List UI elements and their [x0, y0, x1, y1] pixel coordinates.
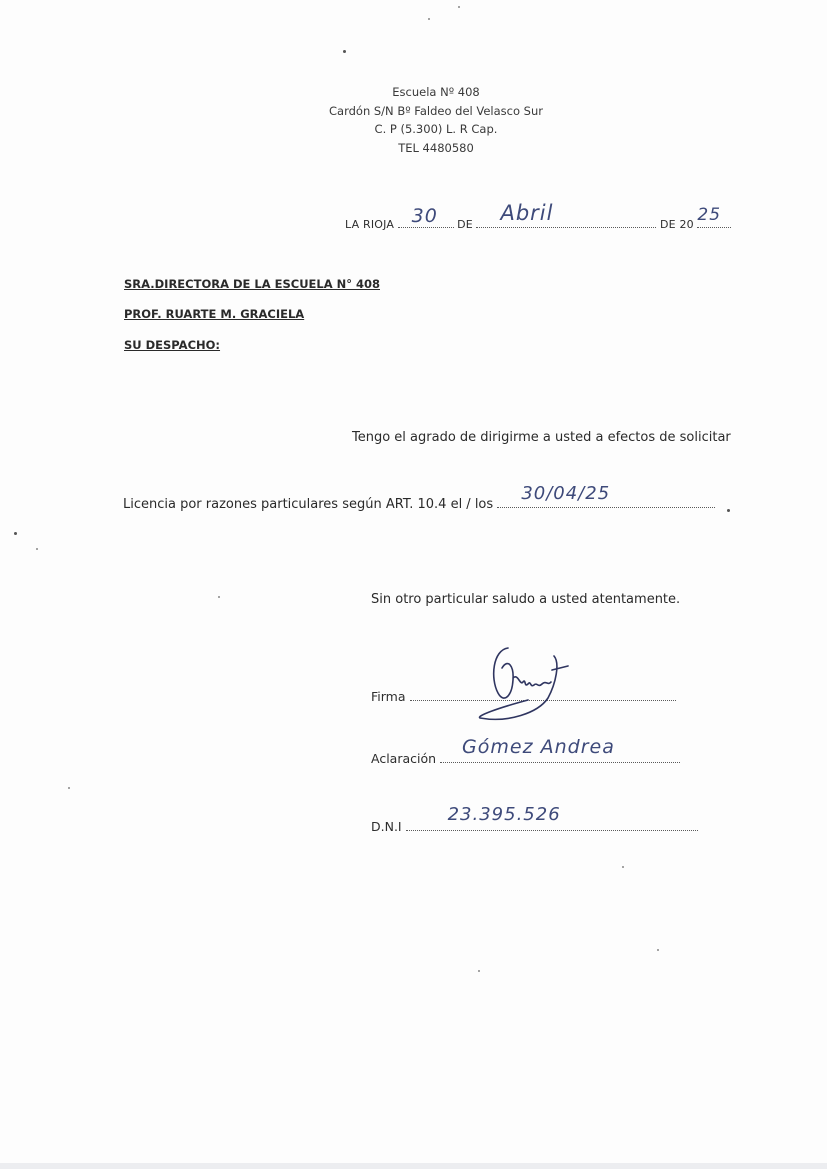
handwritten-signature: [468, 638, 588, 728]
addressee-office: SU DESPACHO:: [124, 338, 221, 352]
day-field: [398, 205, 454, 228]
school-phone: TEL 4480580: [398, 140, 474, 155]
scan-speck: [478, 970, 480, 972]
request-intro: Tengo el agrado de dirigirme a usted a efectos de solicitar: [352, 430, 731, 445]
letterhead: [236, 83, 636, 157]
aclaracion-field: [440, 736, 680, 763]
addressee-name: PROF. RUARTE M. GRACIELA: [124, 307, 305, 321]
closing-salutation: Sin otro particular saludo a usted atentamente.: [371, 592, 681, 607]
de-label-2: DE 20: [659, 218, 694, 231]
scan-speck: [36, 548, 38, 550]
aclaracion-handwritten: Gómez Andrea: [462, 736, 615, 758]
scan-speck: [68, 787, 70, 789]
aclaracion-line: [371, 736, 680, 766]
date-line: [345, 201, 731, 231]
leave-date-field: [497, 483, 715, 508]
postal-code: C. P (5.300) L. R Cap.: [374, 122, 498, 136]
dni-handwritten: 23.395.526: [447, 804, 561, 825]
scan-speck: [727, 509, 730, 512]
aclaracion-label: Aclaración: [371, 751, 437, 766]
addressee-title: SRA.DIRECTORA DE LA ESCUELA N° 408: [124, 277, 380, 291]
scan-speck: [14, 532, 17, 535]
scan-speck: [428, 18, 430, 20]
school-name: Escuela Nº 408: [392, 85, 480, 99]
scan-speck: [218, 596, 220, 598]
scan-speck: [458, 6, 460, 8]
year-field: [697, 205, 731, 228]
year-handwritten: 25: [697, 205, 722, 225]
day-handwritten: 30: [411, 205, 438, 227]
month-field: [476, 201, 656, 228]
leave-date-handwritten: 30/04/25: [521, 483, 611, 504]
dni-field: [406, 804, 698, 831]
firma-label: Firma: [371, 689, 406, 704]
month-handwritten: Abril: [500, 201, 554, 225]
school-address: Cardón S/N Bº Faldeo del Velasco Sur: [329, 103, 543, 118]
dni-line: [371, 804, 698, 834]
leave-request-line: [123, 483, 715, 512]
scan-bottom-edge: [0, 1163, 827, 1169]
dni-label: D.N.I: [371, 819, 402, 834]
scan-speck: [657, 949, 659, 951]
de-label-1: DE: [457, 218, 473, 231]
leave-request-text: Licencia por razones particulares según ART. 10.4 el / los: [123, 497, 494, 512]
scan-speck: [343, 50, 346, 53]
scan-speck: [622, 866, 624, 868]
city-label: LA RIOJA: [345, 218, 395, 231]
